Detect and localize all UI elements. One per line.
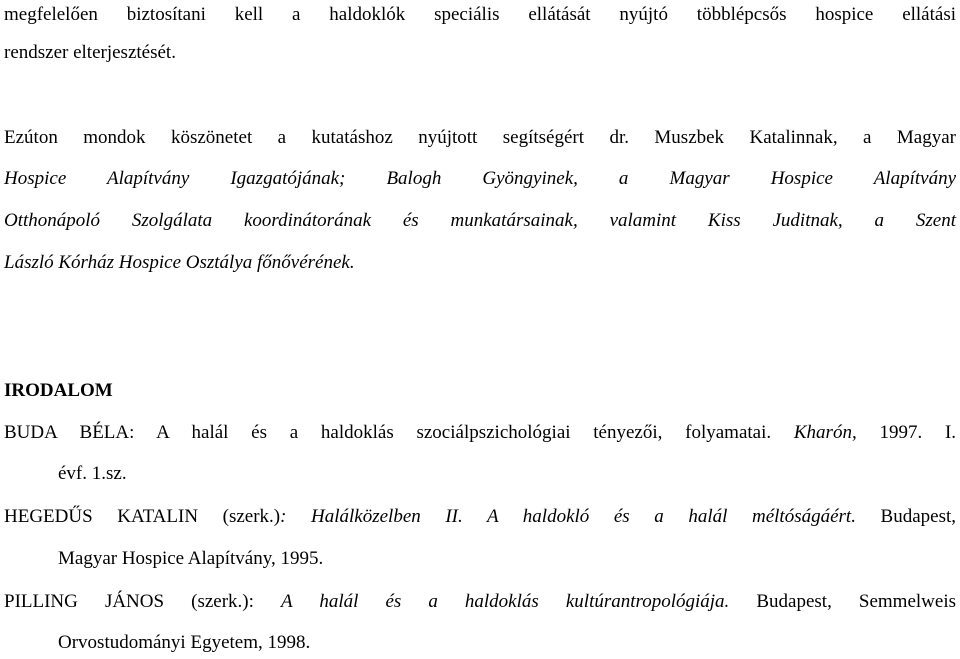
paragraph-line: rendszer elterjesztését. — [4, 42, 176, 63]
reference-continuation: Magyar Hospice Alapítvány, 1995. — [58, 548, 324, 569]
reference-author: PILLING JÁNOS (szerk.): — [4, 591, 254, 612]
reference-author: BUDA BÉLA: A halál és a haldoklás szociálpszichológiai tényezői, folyamatai. — [4, 422, 772, 443]
acknowledgement-line: Ezúton mondok köszönetet a kutatáshoz nyújtott segítségért dr. Muszbek Katalinnak, a Magyar — [4, 127, 956, 148]
reference-place: Budapest, — [880, 506, 956, 527]
references-heading: IRODALOM — [4, 380, 113, 401]
acknowledgement-line: László Kórház Hospice Osztálya főnővérének. — [4, 252, 355, 273]
reference-entry-1 — [4, 421, 956, 445]
reference-publisher: Budapest, Semmelweis — [756, 591, 957, 612]
reference-title: : Halálközelben II. A haldokló és a halál méltóságáért. — [280, 506, 856, 527]
reference-entry-2 — [4, 505, 956, 529]
reference-journal: Kharón, — [793, 422, 857, 443]
reference-author: HEGEDŰS KATALIN (szerk.) — [4, 506, 281, 527]
reference-continuation: évf. 1.sz. — [58, 463, 127, 484]
reference-entry-3 — [4, 590, 956, 614]
reference-title: A halál és a haldoklás kultúrantropológiája. — [280, 591, 730, 612]
reference-continuation: Orvostudományi Egyetem, 1998. — [58, 632, 311, 653]
acknowledgement-line: Otthonápoló Szolgálata koordinátorának és munkatársainak, valamint Kiss Juditnak, a Szent — [4, 210, 956, 231]
paragraph-line: megfelelően biztosítani kell a haldoklók speciális ellátását nyújtó többlépcsős hospice ellátási — [4, 4, 956, 25]
reference-volume: 1997. I. — [879, 422, 957, 443]
acknowledgement-line: Hospice Alapítvány Igazgatójának; Balogh Gyöngyinek, a Magyar Hospice Alapítvány — [4, 168, 956, 189]
